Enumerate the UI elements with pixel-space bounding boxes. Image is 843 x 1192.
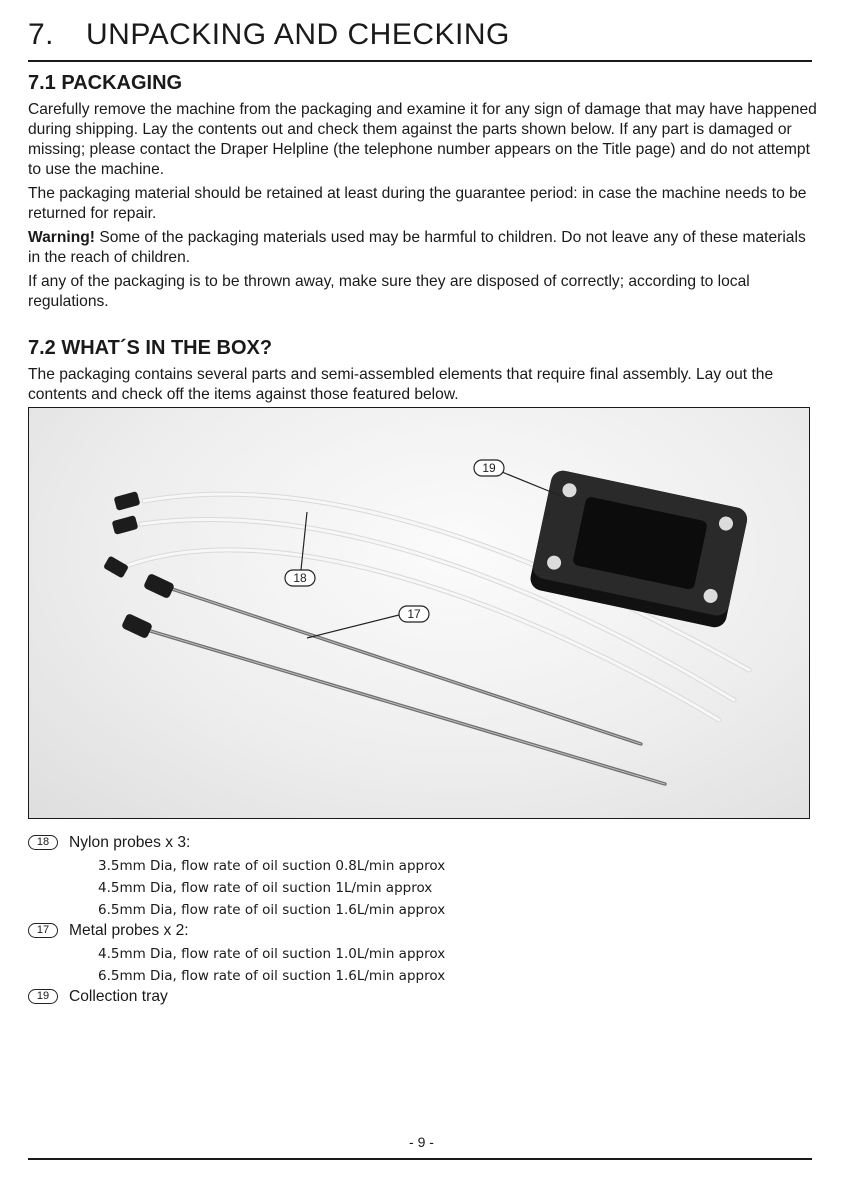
part-spec: 6.5mm Dia, flow rate of oil suction 1.6L/min approx <box>98 902 446 918</box>
packaging-paragraph-2: The packaging material should be retained at least during the guarantee period: in case the machine needs to be returned for repair. <box>28 185 807 222</box>
warning-label: Warning! <box>28 229 95 246</box>
packaging-heading: 7.1 PACKAGING <box>28 72 183 94</box>
part-number-badge: 17 <box>28 923 58 938</box>
section-title: UNPACKING AND CHECKING <box>86 18 510 51</box>
part-spec: 4.5mm Dia, flow rate of oil suction 1.0L/min approx <box>98 946 446 962</box>
part-spec: 4.5mm Dia, flow rate of oil suction 1L/min approx <box>98 880 433 896</box>
title-rule <box>28 60 812 62</box>
packaging-paragraph-1: Carefully remove the machine from the packaging and examine it for any sign of damage that may have happened during shipping. Lay the contents out and check them against the parts shown below. If any part is damaged or missing; please contact the Draper Helpline (the telephone number appears on the Title page) and do not attempt to use the machine. <box>28 101 817 178</box>
packaging-warning-paragraph <box>28 228 818 268</box>
section-number: 7. <box>28 18 55 51</box>
part-number-badge: 18 <box>28 835 58 850</box>
part-name: Metal probes x 2: <box>69 922 189 939</box>
metal-probe-caps <box>121 573 175 639</box>
callout-18-label: 18 <box>293 571 307 585</box>
part-name: Nylon probes x 3: <box>69 834 191 851</box>
callout-17 <box>307 606 429 638</box>
callout-17-label: 17 <box>407 607 421 621</box>
page-title <box>28 18 510 52</box>
page-number: - 9 - <box>409 1134 434 1150</box>
collection-tray <box>528 469 749 630</box>
part-number-badge: 19 <box>28 989 58 1004</box>
footer-rule <box>28 1158 812 1160</box>
part-name: Collection tray <box>69 988 168 1005</box>
part-spec: 3.5mm Dia, flow rate of oil suction 0.8L/min approx <box>98 858 446 874</box>
callout-19 <box>474 460 561 496</box>
packaging-paragraph-4: If any of the packaging is to be thrown away, make sure they are disposed of correctly; according to local regulations. <box>28 273 750 310</box>
callout-19-label: 19 <box>482 461 496 475</box>
warning-text: Some of the packaging materials used may be harmful to children. Do not leave any of these materials in the reach of children. <box>28 229 806 266</box>
part-item-collection-tray <box>28 987 628 1009</box>
contents-photo-illustration <box>29 408 810 819</box>
parts-list <box>28 833 628 1009</box>
part-spec: 6.5mm Dia, flow rate of oil suction 1.6L/min approx <box>98 968 446 984</box>
part-item-metal-probes <box>28 921 628 943</box>
contents-photo <box>28 407 810 819</box>
whats-in-box-heading: 7.2 WHAT´S IN THE BOX? <box>28 337 273 359</box>
part-item-nylon-probes <box>28 833 628 855</box>
whats-in-box-paragraph: The packaging contains several parts and semi-assembled elements that require final assembly. Lay out the contents and check off the items against those featured below. <box>28 366 774 403</box>
